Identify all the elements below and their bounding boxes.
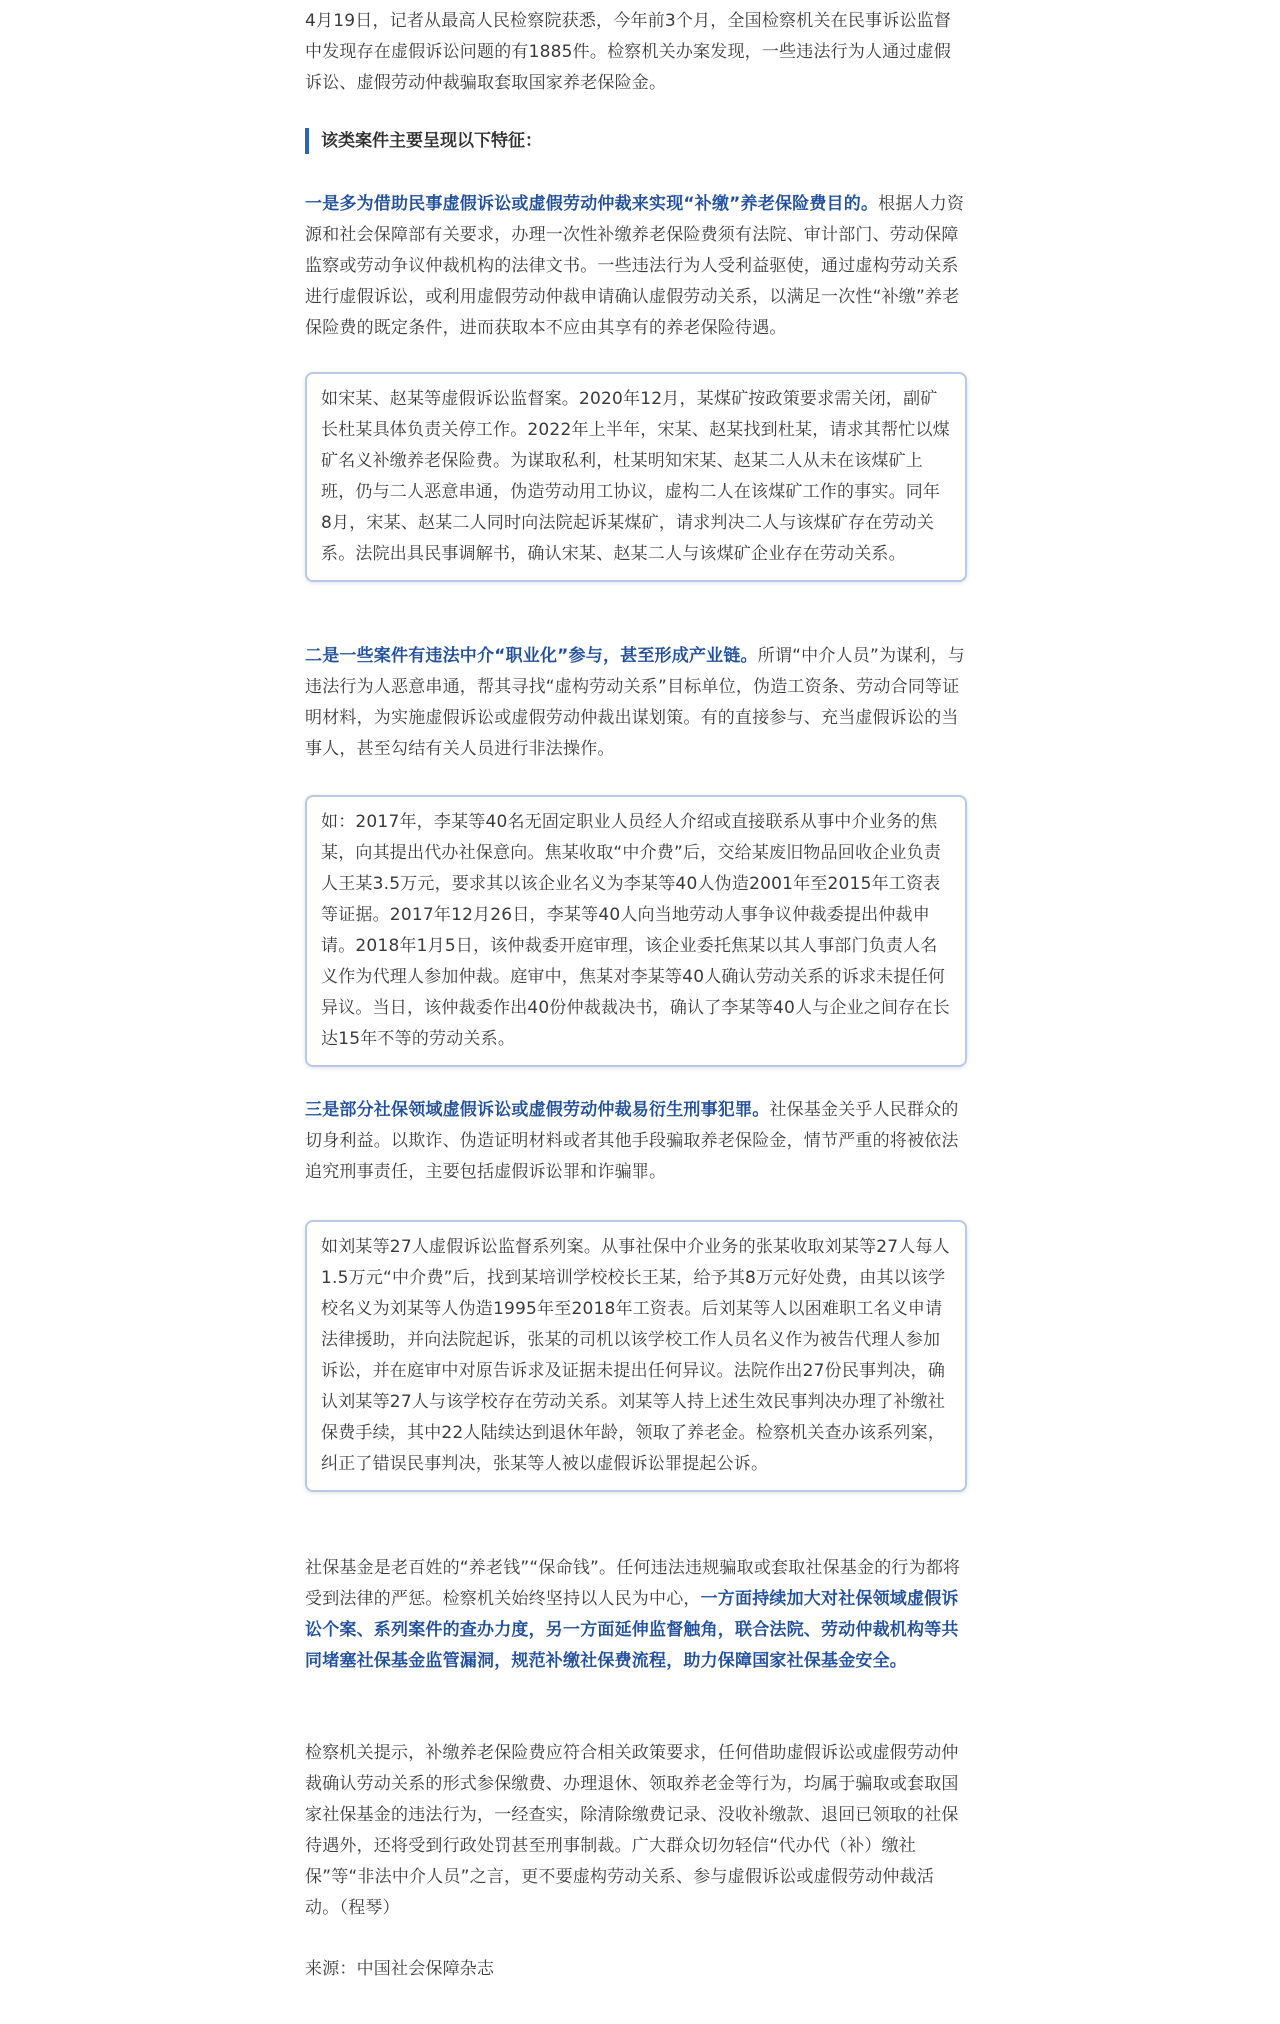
feature-one-lead: 一是多为借助民事虚假诉讼或虚假劳动仲裁来实现“补缴”养老保险费目的。 <box>305 194 879 214</box>
case-box-three <box>305 1220 967 1492</box>
source-line: 来源：中国社会保障杂志 <box>305 1959 495 1979</box>
feature-two-lead: 二是一些案件有违法中介“职业化”参与，甚至形成产业链。 <box>305 646 758 666</box>
case-box-one <box>305 372 967 582</box>
feature-three-lead: 三是部分社保领域虚假诉讼或虚假劳动仲裁易衍生刑事犯罪。 <box>305 1100 770 1120</box>
case-three-text: 如刘某等27人虚假诉讼监督系列案。从事社保中介业务的张某收取刘某等27人每人1.5万元“中介费”后，找到某培训学校校长王某，给予其8万元好处费，由其以该学校名义为刘某等人伪造1995年至2018年工资表。后刘某等人以困难职工名义申请法律援助，并向法院起诉，张某的司机以该学校工作人员名义作为被告代理人参加诉讼，并在庭审中对原告诉求及证据未提出任何异议。法院作出27份民事判决，确认刘某等27人与该学校存在劳动关系。刘某等人持上述生效民事判决办理了补缴社保费手续，其中22人陆续达到退休年龄，领取了养老金。检察机关查办该系列案，纠正了错误民事判决，张某等人被以虚假诉讼罪提起公诉。 <box>321 1237 950 1474</box>
feature-two-paragraph <box>305 641 965 765</box>
feature-three-body: 社保基金关乎人民群众的切身利益。以欺诈、伪造证明材料或者其他手段骗取养老保险金，情节严重的将被依法追究刑事责任，主要包括虚假诉讼罪和诈骗罪。 <box>305 1100 959 1182</box>
feature-three-paragraph <box>305 1095 965 1188</box>
intro-paragraph: 4月19日，记者从最高人民检察院获悉，今年前3个月，全国检察机关在民事诉讼监督中发现存在虚假诉讼问题的有1885件。检察机关办案发现，一些违法行为人通过虚假诉讼、虚假劳动仲裁骗取套取国家养老保险金。 <box>305 11 952 93</box>
section-heading: 该类案件主要呈现以下特征： <box>305 128 542 154</box>
closing-plain: 社保基金是老百姓的“养老钱”“保命钱”。任何违法违规骗取或套取社保基金的行为都将受到法律的严惩。检察机关始终坚持以人民为中心， <box>305 1558 961 1609</box>
case-one-text: 如宋某、赵某等虚假诉讼监督案。2020年12月，某煤矿按政策要求需关闭，副矿长杜某具体负责关停工作。2022年上半年，宋某、赵某找到杜某，请求其帮忙以煤矿名义补缴养老保险费。为谋取私利，杜某明知宋某、赵某二人从未在该煤矿上班，仍与二人恶意串通，伪造劳动用工协议，虚构二人在该煤矿工作的事实。同年8月，宋某、赵某二人同时向法院起诉某煤矿，请求判决二人与该煤矿存在劳动关系。法院出具民事调解书，确认宋某、赵某二人与该煤矿企业存在劳动关系。 <box>321 389 950 564</box>
feature-one-body: 根据人力资源和社会保障部有关要求，办理一次性补缴养老保险费须有法院、审计部门、劳动保障监察或劳动争议仲裁机构的法律文书。一些违法行为人受利益驱使，通过虚构劳动关系进行虚假诉讼，或利用虚假劳动仲裁申请确认虚假劳动关系，以满足一次性“补缴”养老保险费的既定条件，进而获取本不应由其享有的养老保险待遇。 <box>305 194 965 338</box>
feature-two-body: 所谓“中介人员”为谋利，与违法行为人恶意串通，帮其寻找“虚构劳动关系”目标单位，伪造工资条、劳动合同等证明材料，为实施虚假诉讼或虚假劳动仲裁出谋划策。有的直接参与、充当虚假诉讼的当事人，甚至勾结有关人员进行非法操作。 <box>305 646 965 759</box>
notice-paragraph: 检察机关提示，补缴养老保险费应符合相关政策要求，任何借助虚假诉讼或虚假劳动仲裁确认劳动关系的形式参保缴费、办理退休、领取养老金等行为，均属于骗取或套取国家社保基金的违法行为，一经查实，除清除缴费记录、没收补缴款、退回已领取的社保待遇外，还将受到行政处罚甚至刑事制裁。广大群众切勿轻信“代办代（补）缴社保”等“非法中介人员”之言，更不要虚构劳动关系、参与虚假诉讼或虚假劳动仲裁活动。（程琴） <box>305 1743 959 1918</box>
case-two-text: 如：2017年，李某等40名无固定职业人员经人介绍或直接联系从事中介业务的焦某，向其提出代办社保意向。焦某收取“中介费”后，交给某废旧物品回收企业负责人王某3.5万元，要求其以该企业名义为李某等40人伪造2001年至2015年工资表等证据。2017年12月26日，李某等40人向当地劳动人事争议仲裁委提出仲裁申请。2018年1月5日，该仲裁委开庭审理，该企业委托焦某以其人事部门负责人名义作为代理人参加仲裁。庭审中，焦某对李某等40人确认劳动关系的诉求未提任何异议。当日，该仲裁委作出40份仲裁裁决书，确认了李某等40人与企业之间存在长达15年不等的劳动关系。 <box>321 812 950 1049</box>
closing-paragraph <box>305 1553 965 1677</box>
feature-one-paragraph <box>305 189 965 344</box>
case-box-two <box>305 795 967 1067</box>
closing-bold: 一方面持续加大对社保领域虚假诉讼个案、系列案件的查办力度，另一方面延伸监督触角，联合法院、劳动仲裁机构等共同堵塞社保基金监管漏洞，规范补缴社保费流程，助力保障国家社保基金安全。 <box>305 1589 959 1671</box>
